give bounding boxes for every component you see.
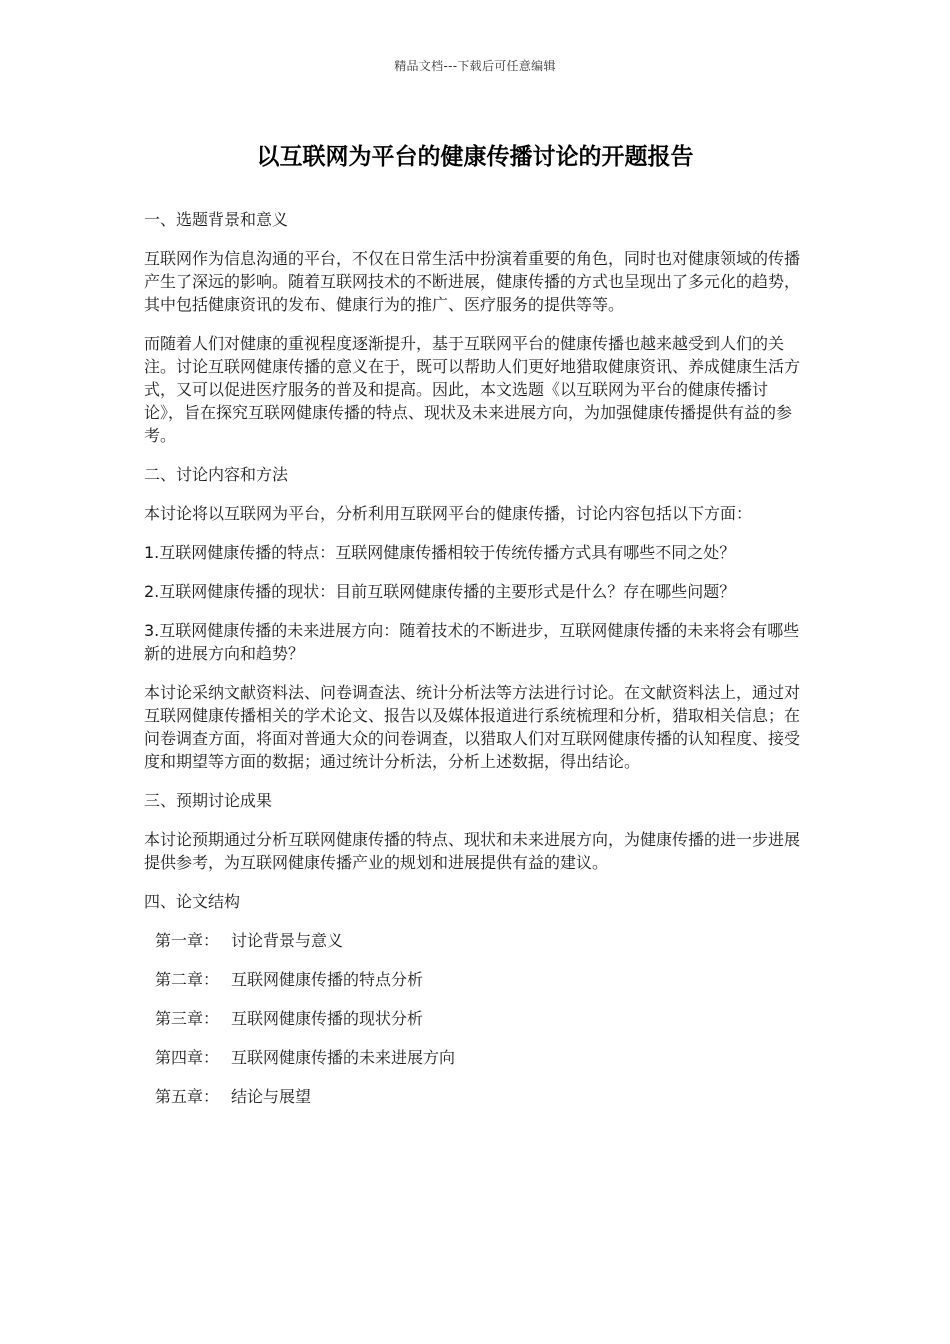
paragraph-content-intro: 本讨论将以互联网为平台，分析利用互联网平台的健康传播，讨论内容包括以下方面： bbox=[144, 504, 753, 523]
chapter-number: 第二章： bbox=[155, 970, 220, 989]
chapter-number: 第五章： bbox=[155, 1087, 220, 1106]
section-heading-expected-results: 三、预期讨论成果 bbox=[144, 791, 273, 810]
chapter-item bbox=[155, 968, 806, 991]
chapter-number: 第四章： bbox=[155, 1048, 220, 1067]
chapter-title: 讨论背景与意义 bbox=[231, 931, 344, 950]
chapter-number: 第一章： bbox=[155, 931, 220, 950]
paragraph-expected-results: 本讨论预期通过分析互联网健康传播的特点、现状和未来进展方向，为健康传播的进一步进展提供参考，为互联网健康传播产业的规划和进展提供有益的建议。 bbox=[144, 830, 801, 872]
chapter-title: 互联网健康传播的现状分析 bbox=[231, 1009, 424, 1028]
header-note: 精品文档---下载后可任意编辑 bbox=[394, 59, 556, 73]
research-item-2: 2.互联网健康传播的现状：目前互联网健康传播的主要形式是什么？存在哪些问题？ bbox=[144, 582, 736, 601]
chapter-title: 结论与展望 bbox=[231, 1087, 312, 1106]
chapter-list bbox=[144, 929, 806, 1108]
research-item-3: 3.互联网健康传播的未来进展方向：随着技术的不断进步，互联网健康传播的未来将会有哪些新的进展方向和趋势？ bbox=[144, 621, 800, 663]
chapter-title: 互联网健康传播的特点分析 bbox=[231, 970, 424, 989]
paragraph-background-2: 而随着人们对健康的重视程度逐渐提升，基于互联网平台的健康传播也越来越受到人们的关注。讨论互联网健康传播的意义在于，既可以帮助人们更好地猎取健康资讯、养成健康生活方式，又可以促进医疗服务的普及和提高。因此，本文选题《以互联网为平台的健康传播讨论》，旨在探究互联网健康传播的特点、现状及未来进展方向，为加强健康传播提供有益的参考。 bbox=[144, 334, 801, 445]
research-item-1: 1.互联网健康传播的特点：互联网健康传播相较于传统传播方式具有哪些不同之处？ bbox=[144, 543, 736, 562]
paragraph-background-1: 互联网作为信息沟通的平台，不仅在日常生活中扮演着重要的角色，同时也对健康领域的传播产生了深远的影响。随着互联网技术的不断进展，健康传播的方式也呈现出了多元化的趋势，其中包括健康资讯的发布、健康行为的推广、医疗服务的提供等等。 bbox=[144, 249, 801, 314]
chapter-item bbox=[155, 1046, 806, 1069]
chapter-item bbox=[155, 929, 806, 952]
section-heading-structure: 四、论文结构 bbox=[144, 892, 241, 911]
chapter-number: 第三章： bbox=[155, 1009, 220, 1028]
section-heading-background: 一、选题背景和意义 bbox=[144, 210, 289, 229]
document-body bbox=[144, 208, 806, 1124]
chapter-item bbox=[155, 1007, 806, 1030]
chapter-item bbox=[155, 1085, 806, 1108]
section-heading-content-methods: 二、讨论内容和方法 bbox=[144, 465, 289, 484]
paragraph-methods: 本讨论采纳文献资料法、问卷调查法、统计分析法等方法进行讨论。在文献资料法上，通过对互联网健康传播相关的学术论文、报告以及媒体报道进行系统梳理和分析，猎取相关信息；在问卷调查方面，将面对普通大众的问卷调查，以猎取人们对互联网健康传播的认知程度、接受度和期望等方面的数据；通过统计分析法，分析上述数据，得出结论。 bbox=[144, 683, 801, 771]
chapter-title: 互联网健康传播的未来进展方向 bbox=[231, 1048, 456, 1067]
document-title: 以互联网为平台的健康传播讨论的开题报告 bbox=[256, 144, 694, 170]
